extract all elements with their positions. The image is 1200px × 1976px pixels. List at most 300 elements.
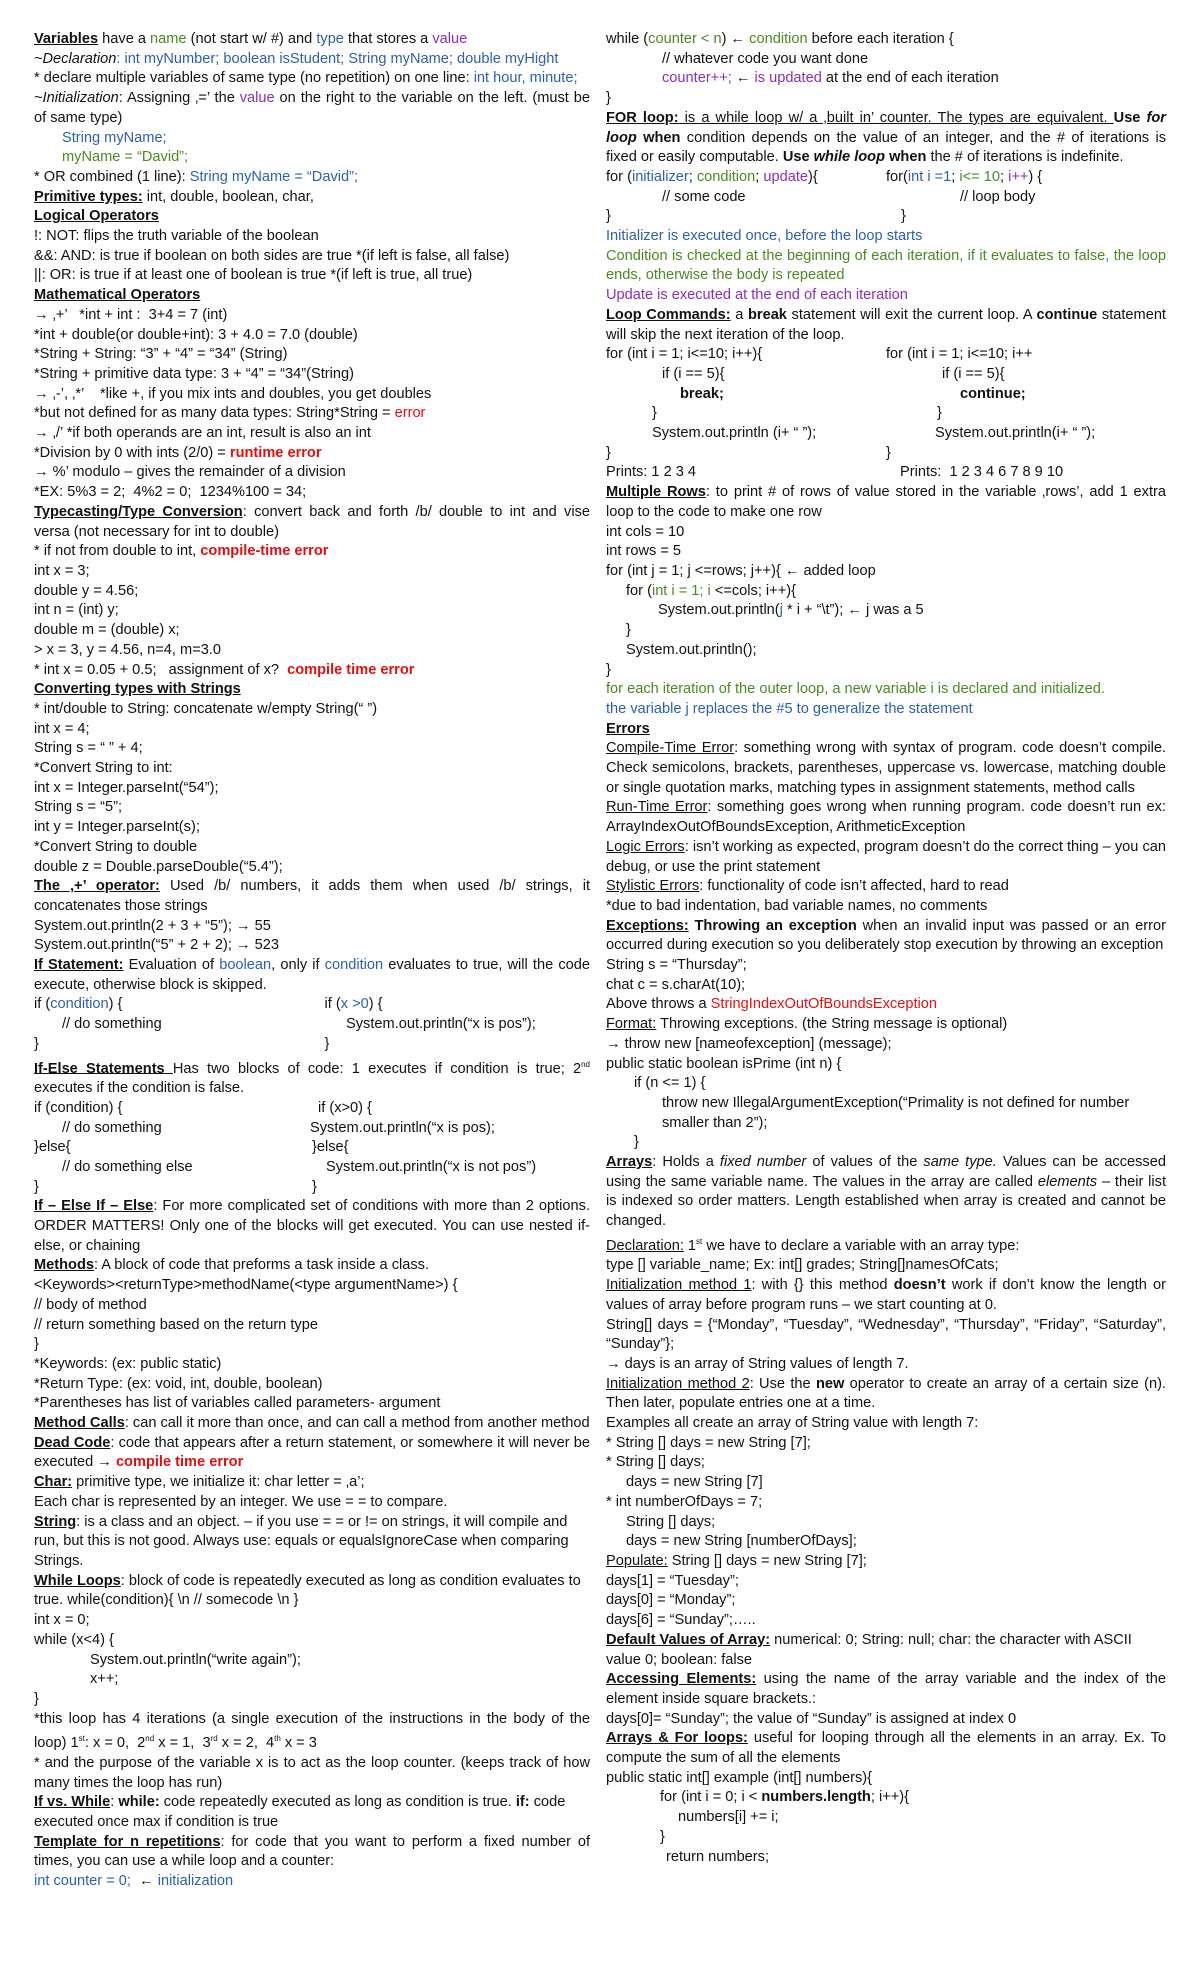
code-line: double z = Double.parseDouble(“5.4”); [34, 858, 283, 875]
section-title: Arrays [606, 1154, 653, 1171]
code-line: * int numberOfDays = 7; [606, 1493, 763, 1510]
section-title: Multiple Rows [606, 484, 706, 501]
code-line: } [634, 1134, 639, 1151]
multi-decl-line [34, 69, 590, 89]
right-column [606, 30, 1171, 1867]
arrow-icon: → [235, 917, 251, 934]
text: condition [745, 31, 808, 47]
code-line [34, 1015, 590, 1035]
text: : For more complicated set of conditions with more than 2 options. ORDER MATTERS! Only one of the blocks will get executed. You can use nested if-else, or chaining [34, 1198, 595, 1254]
text: for ( [626, 582, 652, 599]
text: days is an array of String values of length 7. [620, 1355, 909, 1372]
text-line: Initializer is executed once, before the loop starts [606, 228, 923, 245]
text-line: *String + String: “3” + “4” = “34” (String) [34, 346, 288, 363]
text: Used /b/ numbers, it adds them when used /b/ strings, it concatenates those strings [34, 878, 595, 914]
section-title: Loop Commands: [606, 306, 731, 323]
text: fixed number [719, 1154, 807, 1171]
code-line [606, 207, 1166, 227]
text: (not start w/ #) and [186, 31, 317, 47]
text-line: *Parentheses has list of variables called parameters- argument [34, 1395, 441, 1412]
section-title: Errors [606, 720, 650, 737]
text: * int x = 0.05 + 0.5; assignment of x? [34, 661, 288, 678]
init-method1-line [606, 1276, 1171, 1315]
section-title: Mathematical Operators [34, 287, 201, 304]
dead-code-line [34, 1434, 595, 1473]
text: ) [721, 31, 731, 47]
text: : A block of code that preforms a task inside a class. [94, 1257, 430, 1274]
format-line [606, 1015, 1166, 1035]
text: elements [1037, 1173, 1098, 1190]
arrow-icon: → [606, 1035, 621, 1052]
string-line [34, 1513, 590, 1572]
text: ~Declaration [34, 50, 117, 67]
code-line [606, 188, 1166, 208]
text: i<= 10 [959, 168, 1000, 185]
text: th [274, 1734, 281, 1744]
text: : Assigning ‚=’ the [118, 90, 240, 107]
template-line [34, 1833, 595, 1872]
text: x >0 [340, 996, 369, 1013]
runtime-error-line [606, 798, 1170, 837]
text: while: [118, 1794, 160, 1811]
text: <=cols; i++){ [710, 582, 796, 599]
text: throw new [nameofexception] (message); [620, 1035, 892, 1052]
text: name [150, 31, 187, 47]
math-line [34, 444, 590, 464]
subsection-title: Run-Time Error [606, 799, 708, 816]
section-title: If Statement: [34, 957, 124, 974]
arrow-icon: → [606, 1355, 621, 1372]
text: Prints: 1 2 3 4 6 7 8 9 10 [900, 464, 1064, 481]
text: }else{ [312, 1139, 349, 1156]
iterations-line [34, 1710, 595, 1754]
text: } [937, 405, 942, 422]
code-line: public static boolean isPrime (int n) { [606, 1055, 842, 1072]
text: if ( [34, 996, 51, 1013]
or-combined-line [34, 168, 590, 188]
text: // do something [62, 1016, 162, 1033]
code-line: System.out.println(“write again”); [90, 1651, 301, 1668]
text-line: Update is executed at the end of each iteration [606, 287, 908, 304]
init-line [34, 89, 595, 128]
text: code executed once max if condition is true [34, 1794, 570, 1830]
text: : something wrong with syntax of program. code doesn’t compile. Check semicolons, brackets, parentheses, uppercase vs. lowercase, matching double or single quotation marks, matching types in assignment statements, method calls [606, 740, 1171, 796]
text: : is a class and an object. – if you use = = or != on strings, it will compile and run, but this is not good. Always use: equals or equalsIgnoreCase when comparing Strings. [34, 1513, 573, 1569]
multiple-rows-line [606, 483, 1171, 522]
section-title: Accessing Elements: [606, 1671, 757, 1688]
text: ) { [368, 996, 383, 1013]
text: * OR combined (1 line): [34, 168, 190, 185]
text: break [747, 306, 787, 323]
text-line: *due to bad indentation, bad variable names, no comments [606, 897, 988, 914]
code-line [606, 444, 1166, 464]
code-line [34, 1872, 590, 1892]
code-line: days = new String [numberOfDays]; [626, 1533, 857, 1550]
text: value [239, 90, 275, 107]
subsection-title: Populate: [606, 1553, 668, 1569]
code-line: chat c = s.charAt(10); [606, 976, 746, 993]
back-arrow-icon: ← [847, 602, 862, 619]
cast-line [34, 661, 590, 681]
arrow-icon: → [235, 937, 251, 954]
code-line [34, 1138, 590, 1158]
arrays-line [606, 1153, 1171, 1232]
text: : something goes wrong when running program. code doesn’t run ex: ArrayIndexOutOfBoundsException, ArithmeticException [606, 799, 1170, 836]
text: when [636, 129, 681, 146]
code-line: String [] days; [626, 1513, 716, 1530]
text: System.out.println(i+ “ ”); [935, 425, 1096, 442]
code-line: <Keywords><returnType>methodName(<type argumentName>) { [34, 1277, 458, 1294]
code-line: > x = 3, y = 4.56, n=4, m=3.0 [34, 641, 222, 658]
text: } [652, 405, 657, 422]
text: st [696, 1236, 703, 1246]
text-line: *int + double(or double+int): 3 + 4.0 = 7.0 (double) [34, 326, 358, 343]
code-line: int y = Integer.parseInt(s); [34, 819, 200, 836]
code-line [34, 1035, 590, 1055]
while-line [34, 1572, 590, 1611]
code-line: int cols = 10 [606, 523, 685, 540]
text: : code that appears after a return statement, or somewhere it will never be executed [34, 1434, 595, 1471]
code-line: if (n <= 1) { [634, 1075, 706, 1092]
text: 55 [250, 917, 271, 934]
text: if ( [324, 996, 341, 1013]
code-left [34, 995, 300, 1015]
code-line [34, 995, 590, 1015]
text: ; [951, 168, 960, 185]
code-line: } [606, 661, 611, 678]
code-line: int x = 3; [34, 562, 90, 579]
text-line: Condition is checked at the beginning of each iteration, if it evaluates to false, the loop ends, otherwise the body is repeated [606, 247, 1171, 284]
text: is updated [750, 70, 822, 87]
text: using the name of the array variable and the index of the element inside square brackets.: [606, 1671, 1171, 1707]
text: }else{ [34, 1139, 71, 1156]
code-line: days[0]= “Sunday”; the value of “Sunday” is assigned at index 0 [606, 1710, 1017, 1727]
text: // do something else [62, 1158, 193, 1175]
text: : with {} this method [751, 1277, 894, 1294]
text-line: *Return Type: (ex: void, int, double, boolean) [34, 1375, 323, 1392]
code-line [606, 404, 1166, 424]
section-title: Arrays & For loops: [606, 1730, 748, 1747]
text: 1 [683, 1237, 697, 1254]
text: numerical: 0; String: null; char: the character with ASCII value 0; boolean: false [606, 1631, 1136, 1668]
code-line: throw new IllegalArgumentException(“Primality is not defined for number smaller than 2”); [662, 1094, 1134, 1131]
text: at the end of each iteration [821, 70, 999, 87]
section-title: If-Else Statements [34, 1060, 173, 1077]
text: for (int i = 1; i<=10; i++){ [606, 346, 763, 363]
text: int, double, boolean, char, [142, 188, 314, 205]
text: condition [50, 996, 109, 1013]
text: work if don’t know the length or values of array before program runs – we start counting at 0. [606, 1277, 1171, 1313]
text: : isn’t working as expected, program doesn’t do the correct thing – you can debug, or use the print statement [606, 838, 1171, 875]
text: update [763, 168, 809, 185]
text: executes if the condition is false. [34, 1060, 595, 1097]
text: counter < n [648, 31, 722, 47]
section-title: FOR loop: [606, 109, 679, 126]
arrow-icon: → [34, 306, 49, 323]
left-column [34, 30, 595, 1892]
text: the # of iterations is indefinite. [926, 149, 1124, 166]
text: : block of code is repeatedly executed as long as condition evaluates to true. while(condition){ \n // somecode \n } [34, 1572, 585, 1609]
text-line: *Convert String to int: [34, 760, 173, 777]
text: ‚+’ *int + int : 3+4 = 7 (int) [48, 306, 228, 323]
text: int i = 1; i [651, 582, 711, 599]
text: x = 3 [280, 1735, 317, 1752]
text: Throwing exceptions. (the String message is optional) [656, 1016, 1008, 1033]
text: : can call it more than once, and can call a method from another method [124, 1415, 590, 1432]
text: for (int i = 1; i<=10; i++ [886, 346, 1033, 363]
code-line [34, 1099, 590, 1119]
code-line: int x = 4; [34, 720, 90, 737]
code-line: String s = “Thursday”; [606, 957, 747, 974]
text: new [815, 1375, 845, 1392]
code-line [34, 1158, 590, 1178]
text: * if not from double to int, [34, 543, 201, 560]
text: System.out.println( [658, 602, 780, 619]
error-text: compile-time error [200, 543, 329, 560]
text: * i + “\t”); [782, 602, 848, 619]
text: useful for looping through all the elements in an array. Ex. To compute the sum of all the elements [606, 1730, 1171, 1767]
methods-line [34, 1256, 590, 1276]
text: evaluates to true, will the code execute, otherwise block is skipped. [34, 957, 595, 993]
code-line [606, 601, 1166, 621]
subsection-title: Initialization method 2 [606, 1375, 750, 1392]
text: ){ [808, 168, 818, 185]
if-line [34, 956, 595, 995]
text: when [885, 149, 927, 166]
arrow-icon: → [34, 464, 49, 481]
text: for ( [606, 168, 632, 185]
code-line [606, 30, 1166, 50]
text: ; [999, 168, 1009, 185]
arrow-icon: → [97, 1454, 112, 1471]
text: : [110, 1794, 119, 1811]
text: : functionality of code isn’t affected, hard to read [699, 878, 1009, 895]
text: : Holds a [652, 1154, 720, 1171]
code-line: String myName; [62, 129, 167, 146]
method-calls-line [34, 1414, 590, 1434]
code-line: int x = 0; [34, 1612, 90, 1629]
text: // do something [62, 1119, 162, 1136]
section-title: Template for n repetitions [34, 1833, 221, 1850]
text: primitive type, we initialize it: char letter = ‚a’; [72, 1474, 365, 1491]
error-text: runtime error [229, 444, 322, 461]
text: for (int j = 1; j <=rows; j++){ [606, 562, 785, 579]
code-line [606, 582, 1166, 602]
code-line: } [660, 1828, 665, 1845]
code-line: days[1] = “Tuesday”; [606, 1572, 739, 1589]
code-line: // whatever code you want done [662, 50, 869, 67]
text: int hour, minute; [473, 70, 578, 87]
text: value [432, 31, 468, 47]
text: ) { [1028, 168, 1043, 185]
text: Throwing an exception [688, 917, 857, 934]
text: added loop [799, 562, 876, 579]
cast-note [34, 542, 590, 562]
text: Use [1113, 109, 1147, 126]
variables-line [34, 30, 590, 50]
text: %’ modulo – gives the remainder of a division [48, 464, 346, 481]
text: – their list is indexed so order matters. Length established when array is created and cannot be changed. [606, 1173, 1171, 1230]
text-line: * and the purpose of the variable x is to act as the loop counter. (keeps track of how many times the loop has run) [34, 1754, 595, 1791]
text: Evaluation of [123, 957, 220, 974]
text: operator to create an array of a certain size (n). Then later, populate entries one at a time. [606, 1375, 1170, 1412]
text: System.out.println(“x is pos”); [346, 1016, 536, 1033]
text: : x = 0, 2 [84, 1735, 146, 1752]
error-text: compile time error [287, 661, 415, 678]
code-line [34, 1178, 590, 1198]
text: *this loop has 4 iterations (a single execution of the instructions in the body of the loop) 1 [34, 1710, 595, 1752]
text: have a [98, 31, 151, 47]
section-title: If vs. While [34, 1794, 111, 1811]
text: initializer [631, 168, 689, 185]
code-line: String s = “ ” + 4; [34, 740, 143, 757]
code-line: int n = (int) y; [34, 602, 119, 619]
text: that stores a [343, 31, 433, 47]
text-line: *Convert String to double [34, 838, 198, 855]
code-line: * String [] days = new String [7]; [606, 1434, 811, 1451]
text: a [730, 306, 748, 323]
text: System.out.println (i+ “ ”); [652, 425, 817, 442]
text: , only if [271, 957, 325, 974]
text-line: *Keywords: (ex: public static) [34, 1355, 222, 1372]
text: Prints: 1 2 3 4 [606, 464, 697, 481]
text: } [312, 1178, 317, 1195]
section-title: Primitive types: [34, 188, 143, 205]
arrow-icon: → [34, 425, 49, 442]
math-line [34, 424, 590, 444]
code-line: // body of method [34, 1296, 147, 1313]
code-line: } [626, 622, 631, 639]
text: System.out.println(2 + 3 + “5”); [34, 917, 236, 934]
text: if (condition) { [34, 1099, 123, 1116]
primitive-line [34, 188, 590, 208]
text: 523 [250, 937, 279, 954]
code-line: System.out.println(); [626, 641, 757, 658]
section-title: Method Calls [34, 1415, 125, 1432]
for-line [606, 109, 1171, 168]
logic-error-line [606, 838, 1171, 877]
section-title: Dead Code [34, 1434, 111, 1451]
loop-commands-line [606, 306, 1171, 345]
text: break; [680, 385, 724, 402]
text: nd [581, 1059, 590, 1069]
code-line: public static int[] example (int[] numbers){ [606, 1769, 873, 1786]
back-arrow-icon: ← [784, 562, 800, 579]
back-arrow-icon: ← [735, 70, 751, 87]
code-line: days[6] = “Sunday”;….. [606, 1612, 756, 1629]
text: x = 1, 3 [154, 1735, 211, 1752]
subsection-title: Declaration: [606, 1237, 684, 1254]
code-line: * String [] days; [606, 1454, 705, 1471]
text: same type. [923, 1154, 997, 1171]
code-left [606, 168, 886, 188]
text: statement will exit the current loop. A [786, 306, 1037, 323]
text: when an invalid input was passed or an error occurred during execution so you deliberately stop execution by throwing an exception [606, 917, 1171, 954]
text: : for code that you want to perform a fixed number of times, you can use a while loop and a counter: [34, 1833, 595, 1870]
text: if (x>0) { [318, 1099, 372, 1116]
text: } [606, 208, 611, 225]
code-line: x++; [90, 1671, 119, 1688]
text: *Division by 0 with ints (2/0) = [34, 444, 230, 461]
populate-line [606, 1552, 1166, 1572]
code-line [34, 936, 590, 956]
text: } [324, 1035, 330, 1052]
text-line: Each char is represented by an integer. We use = = to compare. [34, 1493, 448, 1510]
text-line: Examples all create an array of String value with length 7: [606, 1415, 979, 1432]
text: : convert back and forth /b/ double to int and vise versa (not necessary for int to double) [34, 503, 595, 540]
text: for (int i = 0; i < [660, 1789, 762, 1806]
cast-line [34, 503, 595, 542]
code-line: numbers[i] += i; [678, 1809, 779, 1826]
text: if (i == 5){ [662, 365, 725, 382]
text: : to print # of rows of value stored in the variable ‚rows’, add 1 extra loop to the code to make one row [606, 484, 1171, 520]
code-line: } [34, 1690, 39, 1707]
section-title: String [34, 1513, 77, 1530]
text: ) { [108, 996, 123, 1013]
code-line [606, 562, 1166, 582]
arrow-icon: → [34, 385, 49, 402]
section-title: Logical Operators [34, 208, 159, 225]
text: numbers.length [761, 1789, 871, 1806]
arrays-for-line [606, 1729, 1171, 1768]
code-line: } [34, 1336, 39, 1353]
code-line [606, 995, 1166, 1015]
code-line [606, 1788, 1166, 1808]
section-title: Exceptions: [606, 917, 689, 934]
text: // some code [662, 188, 746, 205]
section-title: If – Else If – Else [34, 1198, 154, 1215]
text: } [901, 208, 906, 225]
text: String myName = “David”; [189, 168, 359, 185]
text: : Use the [749, 1375, 816, 1392]
text: j [779, 602, 783, 619]
section-title: Default Values of Array: [606, 1631, 771, 1648]
code-line: type [] variable_name; Ex: int[] grades; String[]namesOfCats; [606, 1257, 999, 1274]
code-line: days = new String [7] [626, 1474, 763, 1491]
text-line: &&: AND: is true if boolean on both sides are true *(if left is false, all false) [34, 247, 510, 264]
code-line: // return something based on the return type [34, 1316, 318, 1333]
code-line [606, 345, 1166, 365]
text: * declare multiple variables of same type (no repetition) on one line: [34, 70, 474, 87]
text: System.out.println(“5” + 2 + 2); [34, 937, 236, 954]
text: nd [145, 1734, 155, 1744]
section-title: Char: [34, 1474, 73, 1491]
text: Values can be accessed using the same variable name. The values in the array are called [606, 1154, 1171, 1190]
section-title: Converting types with Strings [34, 681, 241, 698]
text: : int myNumber; boolean isStudent; String myName; double myHight [116, 50, 559, 67]
text-line: !: NOT: flips the truth variable of the boolean [34, 228, 319, 245]
declaration-line [34, 50, 590, 70]
text-line: *String + primitive data type: 3 + “4” = “34”(String) [34, 365, 354, 382]
error-text: compile time error [111, 1454, 244, 1471]
error-text: error [394, 405, 426, 422]
code-line: } [606, 90, 611, 107]
code-line: int x = Integer.parseInt(“54”); [34, 779, 219, 796]
text: while ( [606, 31, 649, 47]
text: st [78, 1734, 85, 1744]
text: } [34, 1178, 39, 1195]
subsection-title: Compile-Time Error [606, 740, 735, 757]
subsection-title: Stylistic Errors [606, 878, 700, 895]
text: continue [1036, 306, 1098, 323]
text: ; [688, 168, 697, 185]
math-line [34, 385, 590, 405]
text-line: the variable j replaces the #5 to generalize the statement [606, 700, 973, 717]
subsection-title: Format: [606, 1016, 657, 1033]
math-line [34, 306, 590, 326]
text: } [606, 444, 611, 461]
compile-error-line [606, 739, 1171, 798]
